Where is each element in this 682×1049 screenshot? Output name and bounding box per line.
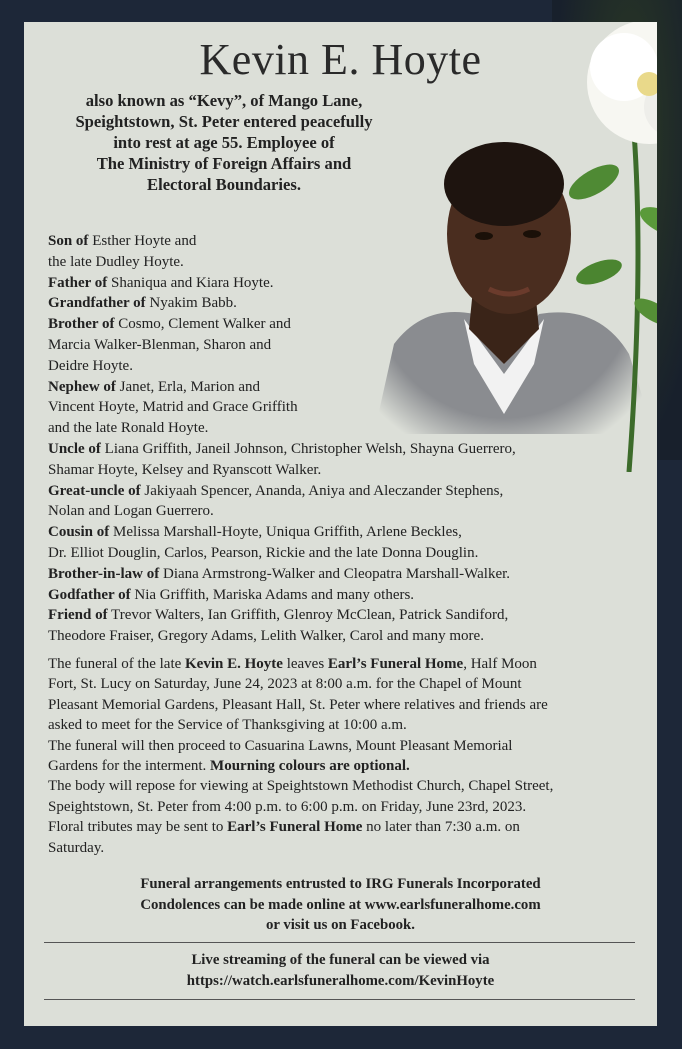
- godfather-of-entry: Godfather of Nia Griffith, Mariska Adams and many others.: [48, 586, 415, 603]
- funeral-details: [48, 654, 638, 858]
- stream-url: https://watch.earlsfuneralhome.com/KevinHoyte: [186, 972, 495, 989]
- nephew-of-entry: Nephew of Janet, Erla, Marion and Vincent Hoyte, Matrid and Grace Griffith and the late Ronald Hoyte.: [48, 378, 298, 437]
- friend-of-entry: Friend of Trevor Walters, Ian Griffith, Glenroy McClean, Patrick Sandiford, Theodore Fraiser, Gregory Adams, Lelith Walker, Carol and many more.: [48, 607, 509, 645]
- floral-tributes-paragraph: Floral tributes may be sent to Earl’s Funeral Home no later than 7:30 a.m. on Saturday.: [48, 819, 520, 856]
- father-of-entry: Father of Shaniqua and Kiara Hoyte.: [48, 274, 274, 291]
- viewing-paragraph: The body will repose for viewing at Speightstown Methodist Church, Chapel Street, Speightstown, St. Peter from 4:00 p.m. to 6:00 p.m. on Friday, June 23rd, 2023.: [48, 778, 554, 815]
- brother-in-law-of-entry: Brother-in-law of Diana Armstrong-Walker and Cleopatra Marshall-Walker.: [48, 565, 511, 582]
- live-stream-block: Live streaming of the funeral can be viewed via https://watch.earlsfuneralhome.com/KevinHoyte: [24, 950, 657, 991]
- intro-paragraph: also known as “Kevy”, of Mango Lane, Speightstown, St. Peter entered peacefully into rest at age 55. Employee of The Ministry of Foreign Affairs and Electoral Boundaries.: [75, 91, 373, 194]
- cousin-of-entry: Cousin of Melissa Marshall-Hoyte, Uniqua Griffith, Arlene Beckles, Dr. Elliot Douglin, Carlos, Pearson, Rickie and the late Donna Douglin.: [48, 524, 479, 561]
- son-of-entry: Son of Esther Hoyte and the late Dudley Hoyte.: [48, 233, 197, 270]
- brother-of-entry: Brother of Cosmo, Clement Walker and Marcia Walker-Blenman, Sharon and Deidre Hoyte.: [48, 316, 291, 374]
- relations-list: [48, 231, 648, 647]
- divider-top: [44, 942, 635, 943]
- uncle-of-entry: Uncle of Liana Griffith, Janeil Johnson, Christopher Welsh, Shayna Guerrero, Shamar Hoyte, Kelsey and Ryanscott Walker.: [48, 440, 516, 478]
- obituary-card: [24, 22, 657, 1026]
- great-uncle-of-entry: Great-uncle of Jakiyaah Spencer, Ananda, Aniya and Aleczander Stephens, Nolan and Logan Guerrero.: [48, 482, 504, 520]
- interment-paragraph: The funeral will then proceed to Casuarina Lawns, Mount Pleasant Memorial Gardens for the interment. Mourning colours are optional.: [48, 737, 513, 775]
- arrangements-block: Funeral arrangements entrusted to IRG Funerals Incorporated Condolences can be made online at www.earlsfuneralhome.com or visit us on Facebook.: [24, 874, 657, 936]
- deceased-name: Kevin E. Hoyte: [199, 35, 482, 84]
- grandfather-of-entry: Grandfather of Nyakim Babb.: [48, 295, 237, 312]
- condolences-line: Condolences can be made online at www.earlsfuneralhome.com: [140, 896, 541, 913]
- funeral-service-paragraph: The funeral of the late Kevin E. Hoyte leaves Earl’s Funeral Home, Half Moon Fort, St. Lucy on Saturday, June 24, 2023 at 8:00 a.m. for the Chapel of Mount Pleasant Memorial Gardens, Pleasant Hall, St. Peter where relatives and friends are asked to meet for the Service of Thanksgiving at 10:00 a.m.: [48, 656, 548, 734]
- divider-bottom: [44, 999, 635, 1000]
